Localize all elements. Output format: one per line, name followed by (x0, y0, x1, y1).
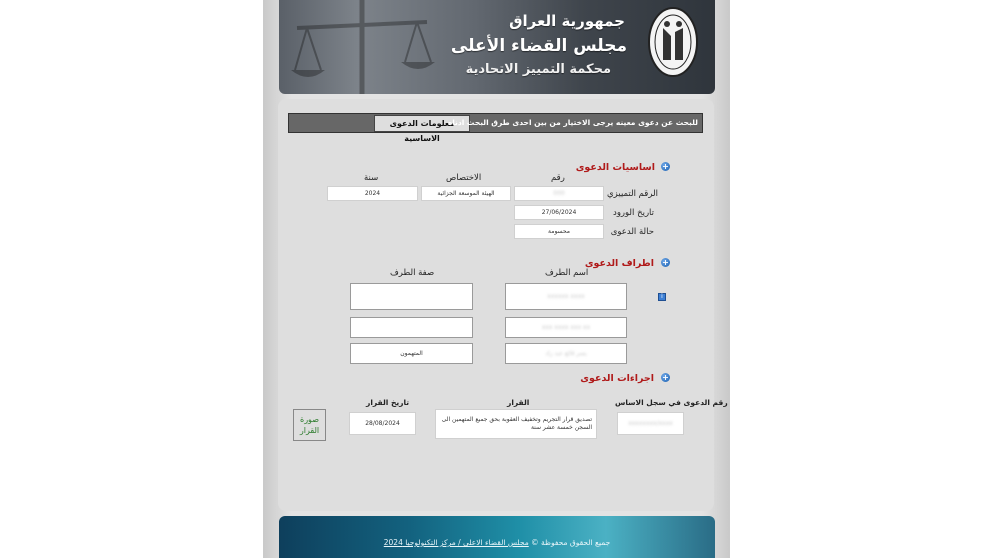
content-panel (278, 99, 714, 511)
party-name-value-1: xxxxxx xxxx (547, 293, 585, 300)
procedures-section-title: اجراءات الدعوى (580, 373, 654, 384)
footer-copyright (279, 538, 715, 547)
site-footer (279, 516, 715, 558)
case-number-field (514, 186, 604, 201)
party-role-header: صفة الطرف (390, 268, 435, 278)
arrival-date-field: 27/06/2024 (514, 205, 604, 220)
basis-number-header: رقم الدعوى في سجل الاساس (615, 398, 728, 407)
decision-date-header: تاريخ القرار (366, 398, 410, 407)
case-status-label: حالة الدعوى (610, 227, 654, 237)
scales-of-justice-icon (287, 0, 437, 94)
arrival-date-label: تاريخ الورود (613, 208, 654, 218)
decision-image-button[interactable] (293, 409, 326, 441)
party-role-field-1 (350, 283, 473, 310)
decision-date-field: 28/08/2024 (349, 412, 416, 435)
header-council: مجلس القضاء الأعلى (450, 36, 627, 56)
party-name-field-1 (505, 283, 627, 310)
search-tabs-bar (288, 113, 703, 143)
header-country: جمهورية العراق (509, 12, 625, 30)
parties-section-title: اطراف الدعوى (584, 258, 654, 269)
party-name-value-2: xxx xxxx xxx xx (541, 324, 591, 331)
cassation-number-label: الرقم التمييزي (607, 189, 658, 199)
footer-link[interactable]: مجلس القضاء الاعلى / مركز التكنولوجيا 2024 (383, 538, 529, 547)
expand-procedures-icon[interactable]: + (662, 373, 669, 382)
case-number-value: 000 (553, 190, 565, 197)
tab-case-basic-info[interactable]: معلومات الدعوى الاساسية (374, 115, 470, 132)
col-number-label: رقم (551, 173, 565, 183)
footer-prefix: جميع الحقوق محفوظة © (528, 538, 611, 547)
site-header (279, 0, 715, 94)
party-info-icon[interactable]: i (658, 293, 666, 301)
expand-basics-icon[interactable]: + (662, 162, 669, 171)
basics-section-title: اساسيات الدعوى (575, 162, 655, 173)
basis-number-field (617, 412, 684, 435)
year-field: 2024 (327, 186, 418, 201)
party-name-header: اسم الطرف (545, 268, 589, 278)
col-year-label: سنة (364, 173, 379, 183)
header-court: محكمة التمييز الاتحادية (465, 62, 611, 77)
specialty-field: الهيئة الموسعة الجزائية (421, 186, 511, 201)
expand-parties-icon[interactable]: + (662, 258, 669, 267)
status-field: محسومة (514, 224, 604, 239)
col-specialty-label: الاختصاص (446, 173, 482, 183)
decision-header: القرار (507, 398, 530, 407)
decision-value: تصديق قرار التجريم وتخفيف العقوبة بحق جميع المتهمين الى السجن خمسة عشر سنة (441, 416, 592, 431)
basis-number-value: xxxxxxxx/xxxx (628, 420, 673, 427)
party-role-field-3: المتهمون (350, 343, 473, 364)
court-seal-logo (647, 6, 699, 78)
party-name-field-2 (505, 317, 627, 338)
party-name-value-3: يسر قائع عبد زاد (545, 350, 587, 357)
decision-field (435, 409, 597, 439)
decision-image-button-label: صورة القرار (299, 415, 320, 435)
party-name-field-3 (505, 343, 627, 364)
party-role-field-2 (350, 317, 473, 338)
search-hint: للبحث عن دعوى معينه يرجى الاختيار من بين احدى طرق البحث ادناه (447, 118, 698, 127)
